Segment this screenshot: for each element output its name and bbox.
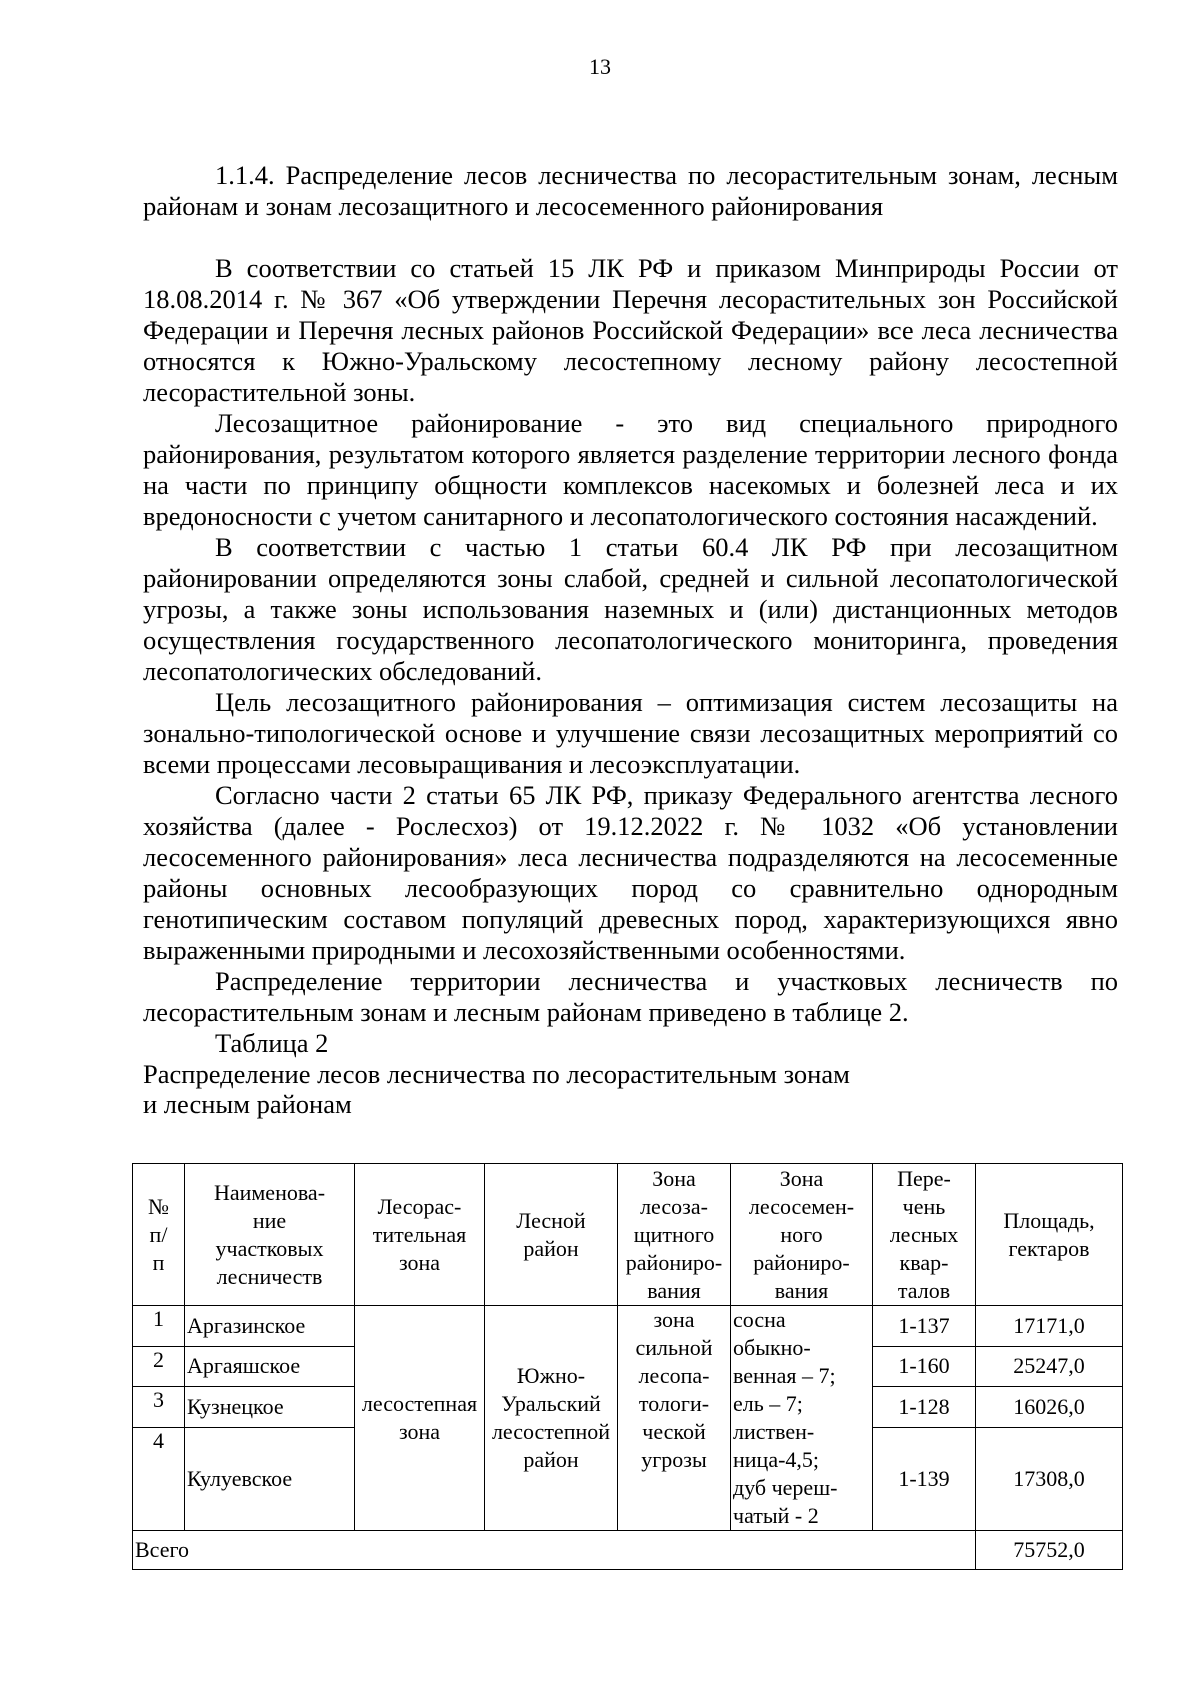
body-text [143, 160, 1118, 1119]
table-row [133, 1306, 1123, 1347]
row-name: Кулуевское [185, 1427, 355, 1530]
row-quarters: 1-128 [873, 1387, 976, 1428]
row-area: 16026,0 [976, 1387, 1123, 1428]
merged-district: Южно- Уральский лесостепной район [485, 1306, 618, 1531]
table-label: Таблица 2 [215, 1028, 329, 1058]
header-seed-zone: Зона лесосемен- ного райониро- вания [731, 1164, 873, 1306]
header-num: № п/ п [133, 1164, 185, 1306]
table-caption-line-1: Распределение лесов лесничества по лесорастительным зонам [143, 1059, 850, 1089]
row-area: 17171,0 [976, 1306, 1123, 1347]
table-header-row [133, 1164, 1123, 1306]
total-label: Всего [133, 1531, 976, 1570]
table-caption-line-2: и лесным районам [143, 1089, 352, 1119]
header-protection-zone: Зона лесоза- щитного райониро- вания [618, 1164, 731, 1306]
paragraph-3: В соответствии с частью 1 статьи 60.4 ЛК РФ при лесозащитном районировании определяются зоны слабой, средней и сильной лесопатологической угрозы, а также зоны использования наземных и (или) дистанционных методов осуществления государственного лесопатологического мониторинга, проведения лесопатологических обследований. [143, 532, 1118, 686]
row-quarters: 1-139 [873, 1427, 976, 1530]
row-name: Кузнецкое [185, 1387, 355, 1428]
merged-zone: лесостепная зона [355, 1306, 485, 1531]
row-num: 4 [133, 1427, 185, 1530]
page-number: 13 [589, 54, 611, 79]
row-area: 25247,0 [976, 1346, 1123, 1387]
header-zone: Лесорас- тительная зона [355, 1164, 485, 1306]
row-num: 2 [133, 1346, 185, 1387]
paragraph-5: Согласно части 2 статьи 65 ЛК РФ, приказу Федерального агентства лесного хозяйства (далее - Рослесхоз) от 19.12.2022 г. № 1032 «Об установлении лесосеменного районирования» леса лесничества подразделяются на лесосеменные районы основных лесообразующих пород со сравнительно однородным генотипическим составом популяций древесных пород, характеризующихся явно выраженными природными и лесохозяйственными особенностями. [143, 780, 1118, 965]
header-name: Наименова- ние участковых лесничеств [185, 1164, 355, 1306]
header-district: Лесной район [485, 1164, 618, 1306]
paragraph-1: В соответствии со статьей 15 ЛК РФ и приказом Минприроды России от 18.08.2014 г. № 367 «Об утверждении Перечня лесорастительных зон Российской Федерации и Перечня лесных районов Российской Федерации» все леса лесничества относятся к Южно-Уральскому лесостепному лесному району лесостепной лесорастительной зоны. [143, 253, 1118, 407]
paragraph-4: Цель лесозащитного районирования – оптимизация систем лесозащиты на зонально-типологической основе и улучшение связи лесозащитных мероприятий со всеми процессами лесовыращивания и лесоэксплуатации. [143, 687, 1118, 779]
forest-distribution-table [132, 1163, 1123, 1570]
section-heading: 1.1.4. Распределение лесов лесничества по лесорастительным зонам, лесным районам и зонам лесозащитного и лесосеменного районирования [143, 160, 1118, 221]
header-quarters: Пере- чень лесных квар- талов [873, 1164, 976, 1306]
row-name: Аргазинское [185, 1306, 355, 1347]
row-name: Аргаяшское [185, 1346, 355, 1387]
header-area: Площадь, гектаров [976, 1164, 1123, 1306]
row-num: 3 [133, 1387, 185, 1428]
paragraph-6: Распределение территории лесничества и участковых лесничеств по лесорастительным зонам и лесным районам приведено в таблице 2. [143, 966, 1118, 1027]
row-area: 17308,0 [976, 1427, 1123, 1530]
row-quarters: 1-160 [873, 1346, 976, 1387]
row-quarters: 1-137 [873, 1306, 976, 1347]
merged-protection-zone: зона сильной лесопа- тологи- ческой угрозы [618, 1306, 731, 1531]
row-num: 1 [133, 1306, 185, 1347]
table-total-row [133, 1531, 1123, 1570]
merged-seed-zone: сосна обыкно- венная – 7; ель – 7; листвен- ница-4,5; дуб череш- чатый - 2 [731, 1306, 873, 1531]
total-value: 75752,0 [976, 1531, 1123, 1570]
paragraph-2: Лесозащитное районирование - это вид специального природного районирования, результатом которого является разделение территории лесного фонда на части по принципу общности комплексов насекомых и болезней леса и их вредоносности с учетом санитарного и лесопатологического состояния насаждений. [143, 408, 1118, 531]
